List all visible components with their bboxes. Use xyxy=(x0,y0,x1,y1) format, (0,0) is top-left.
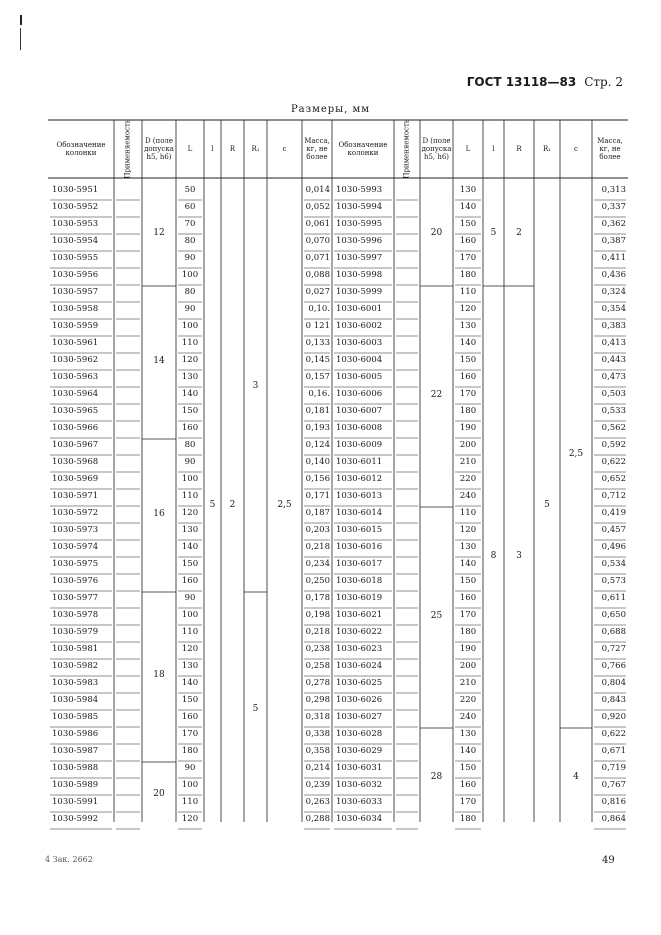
row-mass: 0,16. xyxy=(308,389,330,399)
row-mass: 0,318 xyxy=(305,712,330,722)
merged-l: 5 xyxy=(209,500,216,510)
header-label: R xyxy=(516,145,522,153)
row-designation: 1030-6024 xyxy=(336,661,383,671)
col-header-c xyxy=(267,120,302,178)
row-mass: 0,804 xyxy=(601,678,626,688)
row-mass: 0,203 xyxy=(305,525,330,535)
row-designation: 1030-5958 xyxy=(52,304,99,314)
merged-d: 16 xyxy=(153,508,165,519)
merged-R: 2 xyxy=(516,228,522,238)
row-length: 120 xyxy=(181,508,199,518)
row-designation: 1030-6015 xyxy=(336,525,383,535)
row-length: 240 xyxy=(459,712,477,722)
row-length: 240 xyxy=(459,491,477,501)
row-length: 140 xyxy=(459,746,477,756)
row-designation: 1030-5972 xyxy=(52,508,99,518)
row-designation: 1030-6026 xyxy=(336,695,383,705)
row-length: 160 xyxy=(459,593,477,603)
header-label: c xyxy=(574,145,578,153)
row-designation: 1030-5995 xyxy=(336,219,383,229)
row-designation: 1030-5961 xyxy=(52,338,99,348)
row-mass: 0,218 xyxy=(305,627,330,637)
row-designation: 1030-6016 xyxy=(336,542,383,552)
header-label: Масса, кг, не более xyxy=(597,137,623,161)
row-mass: 0,171 xyxy=(305,491,330,501)
header-label: Применяемость xyxy=(403,119,412,179)
col-header-mass xyxy=(592,120,628,178)
row-designation: 1030-5956 xyxy=(52,270,99,280)
header-label: R₁ xyxy=(542,145,552,153)
row-mass: 0,767 xyxy=(601,780,626,790)
row-length: 120 xyxy=(181,644,199,654)
merged-d: 18 xyxy=(153,670,165,680)
row-mass: 0,181 xyxy=(305,406,330,416)
row-designation: 1030-5993 xyxy=(336,185,383,195)
row-length: 180 xyxy=(459,270,477,280)
col-header-R xyxy=(221,120,244,178)
row-mass: 0,533 xyxy=(601,406,626,416)
header-label: Масса, кг, не более xyxy=(304,137,330,161)
row-designation: 1030-5953 xyxy=(52,219,99,229)
row-designation: 1030-5975 xyxy=(52,559,99,569)
row-designation: 1030-5969 xyxy=(52,474,99,484)
row-mass: 0,413 xyxy=(601,338,626,348)
row-length: 120 xyxy=(459,525,477,535)
row-mass: 0 121 xyxy=(305,321,330,331)
row-mass: 0,071 xyxy=(305,253,330,263)
row-mass: 0,187 xyxy=(305,508,330,518)
row-length: 170 xyxy=(459,610,477,620)
header-label: D (поле допуска h5, h6) xyxy=(421,137,452,161)
row-designation: 1030-5977 xyxy=(52,593,99,603)
merged-c: 2,5 xyxy=(568,449,584,459)
row-mass: 0,178 xyxy=(305,593,330,603)
row-length: 110 xyxy=(459,508,477,518)
col-header-designation xyxy=(48,120,114,178)
row-length: 170 xyxy=(459,797,477,807)
row-mass: 0,278 xyxy=(305,678,330,688)
row-mass: 0,816 xyxy=(601,797,626,807)
row-mass: 0,864 xyxy=(601,814,626,824)
row-length: 90 xyxy=(184,253,196,263)
row-length: 80 xyxy=(184,287,196,297)
footer-page-number: 49 xyxy=(602,855,615,866)
header-label: l xyxy=(492,145,495,153)
row-mass: 0,650 xyxy=(601,610,626,620)
row-mass: 0,156 xyxy=(305,474,330,484)
col-header-R1 xyxy=(244,120,267,178)
col-header-L xyxy=(176,120,204,178)
row-designation: 1030-6006 xyxy=(336,389,383,399)
row-mass: 0,250 xyxy=(305,576,330,586)
col-header-R1 xyxy=(534,120,560,178)
row-length: 130 xyxy=(459,185,477,195)
row-designation: 1030-5974 xyxy=(52,542,99,552)
row-mass: 0,014 xyxy=(305,185,330,195)
header-label: c xyxy=(282,145,287,153)
merged-R1: 5 xyxy=(544,500,550,510)
row-length: 150 xyxy=(181,559,199,569)
row-mass: 0,457 xyxy=(601,525,626,535)
row-designation: 1030-5973 xyxy=(52,525,99,535)
row-designation: 1030-5959 xyxy=(52,321,99,331)
row-mass: 0,671 xyxy=(601,746,626,756)
row-designation: 1030-5983 xyxy=(52,678,99,688)
row-mass: 0,298 xyxy=(305,695,330,705)
header-label: D (поле допуска h5, h6) xyxy=(144,137,174,161)
row-length: 100 xyxy=(181,780,199,790)
merged-d: 20 xyxy=(430,228,443,238)
row-designation: 1030-6017 xyxy=(336,559,383,569)
row-mass: 0,157 xyxy=(305,372,330,382)
row-length: 90 xyxy=(184,763,196,773)
row-designation: 1030-5998 xyxy=(336,270,383,280)
row-designation: 1030-5985 xyxy=(52,712,99,722)
merged-R: 2 xyxy=(229,500,236,510)
row-mass: 0,652 xyxy=(601,474,626,484)
row-length: 150 xyxy=(181,406,199,416)
row-mass: 0,766 xyxy=(601,661,626,671)
row-length: 80 xyxy=(184,440,196,450)
row-length: 100 xyxy=(181,610,199,620)
row-length: 220 xyxy=(459,474,477,484)
row-mass: 0,411 xyxy=(601,253,626,263)
row-mass: 0,214 xyxy=(305,763,330,773)
row-designation: 1030-5992 xyxy=(52,814,99,824)
row-length: 60 xyxy=(184,202,196,212)
row-mass: 0,688 xyxy=(601,627,626,637)
row-mass: 0,313 xyxy=(601,185,626,195)
row-length: 220 xyxy=(459,695,477,705)
row-designation: 1030-6032 xyxy=(336,780,383,790)
row-length: 140 xyxy=(181,678,199,688)
row-length: 170 xyxy=(459,389,477,399)
row-designation: 1030-6023 xyxy=(336,644,383,654)
row-mass: 0,611 xyxy=(601,593,626,603)
row-mass: 0,070 xyxy=(305,236,330,246)
row-mass: 0,354 xyxy=(601,304,626,314)
row-length: 180 xyxy=(181,746,199,756)
row-length: 120 xyxy=(459,304,477,314)
row-designation: 1030-6003 xyxy=(336,338,383,348)
row-length: 130 xyxy=(181,372,199,382)
row-mass: 0,052 xyxy=(305,202,330,212)
row-designation: 1030-5994 xyxy=(336,202,383,212)
row-mass: 0,419 xyxy=(601,508,626,518)
row-designation: 1030-6034 xyxy=(336,814,383,824)
page-label: Стр. 2 xyxy=(584,75,623,89)
row-length: 90 xyxy=(184,593,196,603)
header-label: Применяемость xyxy=(124,119,133,179)
row-mass: 0,719 xyxy=(601,763,626,773)
merged-d: 25 xyxy=(430,610,443,621)
row-length: 180 xyxy=(459,814,477,824)
row-mass: 0,193 xyxy=(305,423,330,433)
row-mass: 0,145 xyxy=(305,355,330,365)
col-header-R xyxy=(504,120,534,178)
row-designation: 1030-5951 xyxy=(52,185,99,195)
row-mass: 0,843 xyxy=(601,695,626,705)
row-mass: 0,383 xyxy=(601,321,626,331)
merged-d: 20 xyxy=(153,789,165,799)
row-designation: 1030-6007 xyxy=(336,406,383,416)
row-designation: 1030-5999 xyxy=(336,287,383,297)
row-mass: 0,534 xyxy=(601,559,626,569)
row-length: 140 xyxy=(459,559,477,569)
row-mass: 0,124 xyxy=(305,440,330,450)
row-designation: 1030-5987 xyxy=(52,746,99,756)
merged-R: 3 xyxy=(516,551,522,561)
col-header-d xyxy=(420,120,453,178)
row-length: 160 xyxy=(459,780,477,790)
row-length: 140 xyxy=(181,389,199,399)
row-designation: 1030-5991 xyxy=(52,797,99,807)
row-mass: 0,562 xyxy=(601,423,626,433)
row-designation: 1030-6014 xyxy=(336,508,383,518)
col-header-mass xyxy=(302,120,332,178)
row-designation: 1030-5989 xyxy=(52,780,99,790)
row-mass: 0,238 xyxy=(305,644,330,654)
row-designation: 1030-6009 xyxy=(336,440,383,450)
header-label: R₁ xyxy=(251,145,260,153)
row-designation: 1030-5988 xyxy=(52,763,99,773)
merged-l: 5 xyxy=(490,228,497,238)
row-designation: 1030-6033 xyxy=(336,797,383,807)
row-length: 160 xyxy=(459,236,477,246)
row-designation: 1030-5971 xyxy=(52,491,99,501)
row-designation: 1030-6013 xyxy=(336,491,383,501)
row-designation: 1030-5963 xyxy=(52,372,99,382)
row-mass: 0,727 xyxy=(601,644,626,654)
row-length: 130 xyxy=(459,542,477,552)
row-designation: 1030-5986 xyxy=(52,729,99,739)
col-header-application xyxy=(394,120,420,178)
row-length: 200 xyxy=(459,440,477,450)
row-mass: 0,622 xyxy=(601,729,626,739)
row-designation: 1030-5966 xyxy=(52,423,99,433)
row-designation: 1030-5968 xyxy=(52,457,99,467)
row-length: 50 xyxy=(184,185,196,195)
row-mass: 0,133 xyxy=(305,338,330,348)
row-designation: 1030-5981 xyxy=(52,644,99,654)
row-length: 120 xyxy=(181,355,199,365)
row-length: 110 xyxy=(459,287,477,297)
row-mass: 0,140 xyxy=(305,457,330,467)
row-mass: 0,258 xyxy=(305,661,330,671)
row-length: 160 xyxy=(459,372,477,382)
row-length: 190 xyxy=(459,644,477,654)
row-designation: 1030-5979 xyxy=(52,627,99,637)
row-mass: 0,920 xyxy=(601,712,626,722)
row-designation: 1030-6028 xyxy=(336,729,383,739)
row-designation: 1030-5984 xyxy=(52,695,99,705)
row-length: 90 xyxy=(184,457,196,467)
row-designation: 1030-5952 xyxy=(52,202,99,212)
col-header-l xyxy=(483,120,504,178)
row-length: 160 xyxy=(181,576,199,586)
row-length: 110 xyxy=(181,797,199,807)
row-mass: 0,027 xyxy=(305,287,330,297)
col-header-l xyxy=(204,120,221,178)
row-length: 160 xyxy=(181,423,199,433)
row-designation: 1030-6004 xyxy=(336,355,383,365)
merged-R1: 5 xyxy=(252,704,259,714)
row-length: 70 xyxy=(184,219,196,229)
row-designation: 1030-5996 xyxy=(336,236,383,246)
row-mass: 0,088 xyxy=(305,270,330,280)
row-mass: 0,263 xyxy=(305,797,330,807)
row-length: 130 xyxy=(459,321,477,331)
row-length: 80 xyxy=(184,236,196,246)
row-mass: 0,239 xyxy=(305,780,330,790)
row-mass: 0,712 xyxy=(601,491,626,501)
row-mass: 0,338 xyxy=(305,729,330,739)
row-mass: 0,362 xyxy=(601,219,626,229)
row-length: 100 xyxy=(181,474,199,484)
row-mass: 0,358 xyxy=(305,746,330,756)
table-caption: Размеры, мм xyxy=(290,104,371,115)
header-label: Обозначение колонки xyxy=(56,141,106,157)
col-header-c xyxy=(560,120,592,178)
row-mass: 0,10. xyxy=(308,304,330,314)
row-length: 140 xyxy=(181,542,199,552)
row-designation: 1030-5954 xyxy=(52,236,99,246)
row-mass: 0,324 xyxy=(601,287,626,297)
row-length: 110 xyxy=(181,338,199,348)
row-designation: 1030-6029 xyxy=(336,746,383,756)
row-designation: 1030-6022 xyxy=(336,627,383,637)
row-designation: 1030-6031 xyxy=(336,763,383,773)
row-designation: 1030-5978 xyxy=(52,610,99,620)
merged-d: 12 xyxy=(153,228,165,238)
col-header-designation xyxy=(332,120,394,178)
row-mass: 0,443 xyxy=(601,355,626,365)
merged-d: 14 xyxy=(153,355,165,366)
row-length: 200 xyxy=(459,661,477,671)
row-length: 170 xyxy=(459,253,477,263)
row-designation: 1030-6027 xyxy=(336,712,383,722)
row-length: 210 xyxy=(459,457,477,467)
row-length: 180 xyxy=(459,627,477,637)
row-designation: 1030-5965 xyxy=(52,406,99,416)
row-designation: 1030-5964 xyxy=(52,389,99,399)
row-mass: 0,592 xyxy=(601,440,626,450)
standard-number: ГОСТ 13118—83 xyxy=(466,75,577,89)
row-length: 100 xyxy=(181,270,199,280)
row-designation: 1030-6018 xyxy=(336,576,383,586)
col-header-application xyxy=(114,120,142,178)
row-length: 170 xyxy=(181,729,199,739)
col-header-d xyxy=(142,120,176,178)
row-designation: 1030-5955 xyxy=(52,253,99,263)
row-length: 150 xyxy=(459,763,477,773)
row-mass: 0,473 xyxy=(601,372,626,382)
header-label: L xyxy=(465,145,471,153)
header-label: Обозначение колонки xyxy=(338,141,388,157)
header-label: l xyxy=(211,145,214,153)
row-designation: 1030-6025 xyxy=(336,678,383,688)
row-mass: 0,622 xyxy=(601,457,626,467)
row-mass: 0,387 xyxy=(601,236,626,246)
row-designation: 1030-6002 xyxy=(336,321,383,331)
row-designation: 1030-6001 xyxy=(336,304,383,314)
row-mass: 0,573 xyxy=(601,576,626,586)
merged-R1: 3 xyxy=(252,381,259,391)
row-mass: 0,198 xyxy=(305,610,330,620)
footer-order: 4 Зак. 2662 xyxy=(45,855,93,864)
row-designation: 1030-5962 xyxy=(52,355,99,365)
merged-d: 22 xyxy=(430,389,443,400)
row-designation: 1030-6012 xyxy=(336,474,383,484)
row-length: 120 xyxy=(181,814,199,824)
merged-l: 8 xyxy=(490,551,497,561)
row-length: 110 xyxy=(181,491,199,501)
row-length: 150 xyxy=(459,355,477,365)
row-mass: 0,288 xyxy=(305,814,330,824)
row-designation: 1030-5967 xyxy=(52,440,99,450)
row-designation: 1030-5976 xyxy=(52,576,99,586)
merged-c: 2,5 xyxy=(277,500,292,510)
row-designation: 1030-6008 xyxy=(336,423,383,433)
row-mass: 0,234 xyxy=(305,559,330,569)
row-length: 160 xyxy=(181,712,199,722)
merged-c: 4 xyxy=(573,772,579,782)
row-length: 150 xyxy=(459,576,477,586)
row-length: 210 xyxy=(459,678,477,688)
row-designation: 1030-6005 xyxy=(336,372,383,382)
row-designation: 1030-5982 xyxy=(52,661,99,671)
row-designation: 1030-6011 xyxy=(336,457,383,467)
row-designation: 1030-5957 xyxy=(52,287,99,297)
header-label: R xyxy=(229,145,236,153)
row-length: 130 xyxy=(459,729,477,739)
row-designation: 1030-6021 xyxy=(336,610,383,620)
row-length: 140 xyxy=(459,202,477,212)
row-mass: 0,503 xyxy=(601,389,626,399)
row-length: 110 xyxy=(181,627,199,637)
row-length: 140 xyxy=(459,338,477,348)
header-label: L xyxy=(187,145,193,153)
row-length: 130 xyxy=(181,661,199,671)
row-length: 150 xyxy=(181,695,199,705)
row-length: 130 xyxy=(181,525,199,535)
row-length: 190 xyxy=(459,423,477,433)
merged-d: 28 xyxy=(430,772,443,782)
row-designation: 1030-6019 xyxy=(336,593,383,603)
row-mass: 0,218 xyxy=(305,542,330,552)
row-mass: 0,337 xyxy=(601,202,626,212)
row-mass: 0,496 xyxy=(601,542,626,552)
row-length: 100 xyxy=(181,321,199,331)
row-designation: 1030-5997 xyxy=(336,253,383,263)
row-mass: 0,436 xyxy=(601,270,626,280)
col-header-L xyxy=(453,120,483,178)
row-length: 90 xyxy=(184,304,196,314)
row-mass: 0,061 xyxy=(305,219,330,229)
row-length: 150 xyxy=(459,219,477,229)
row-length: 180 xyxy=(459,406,477,416)
